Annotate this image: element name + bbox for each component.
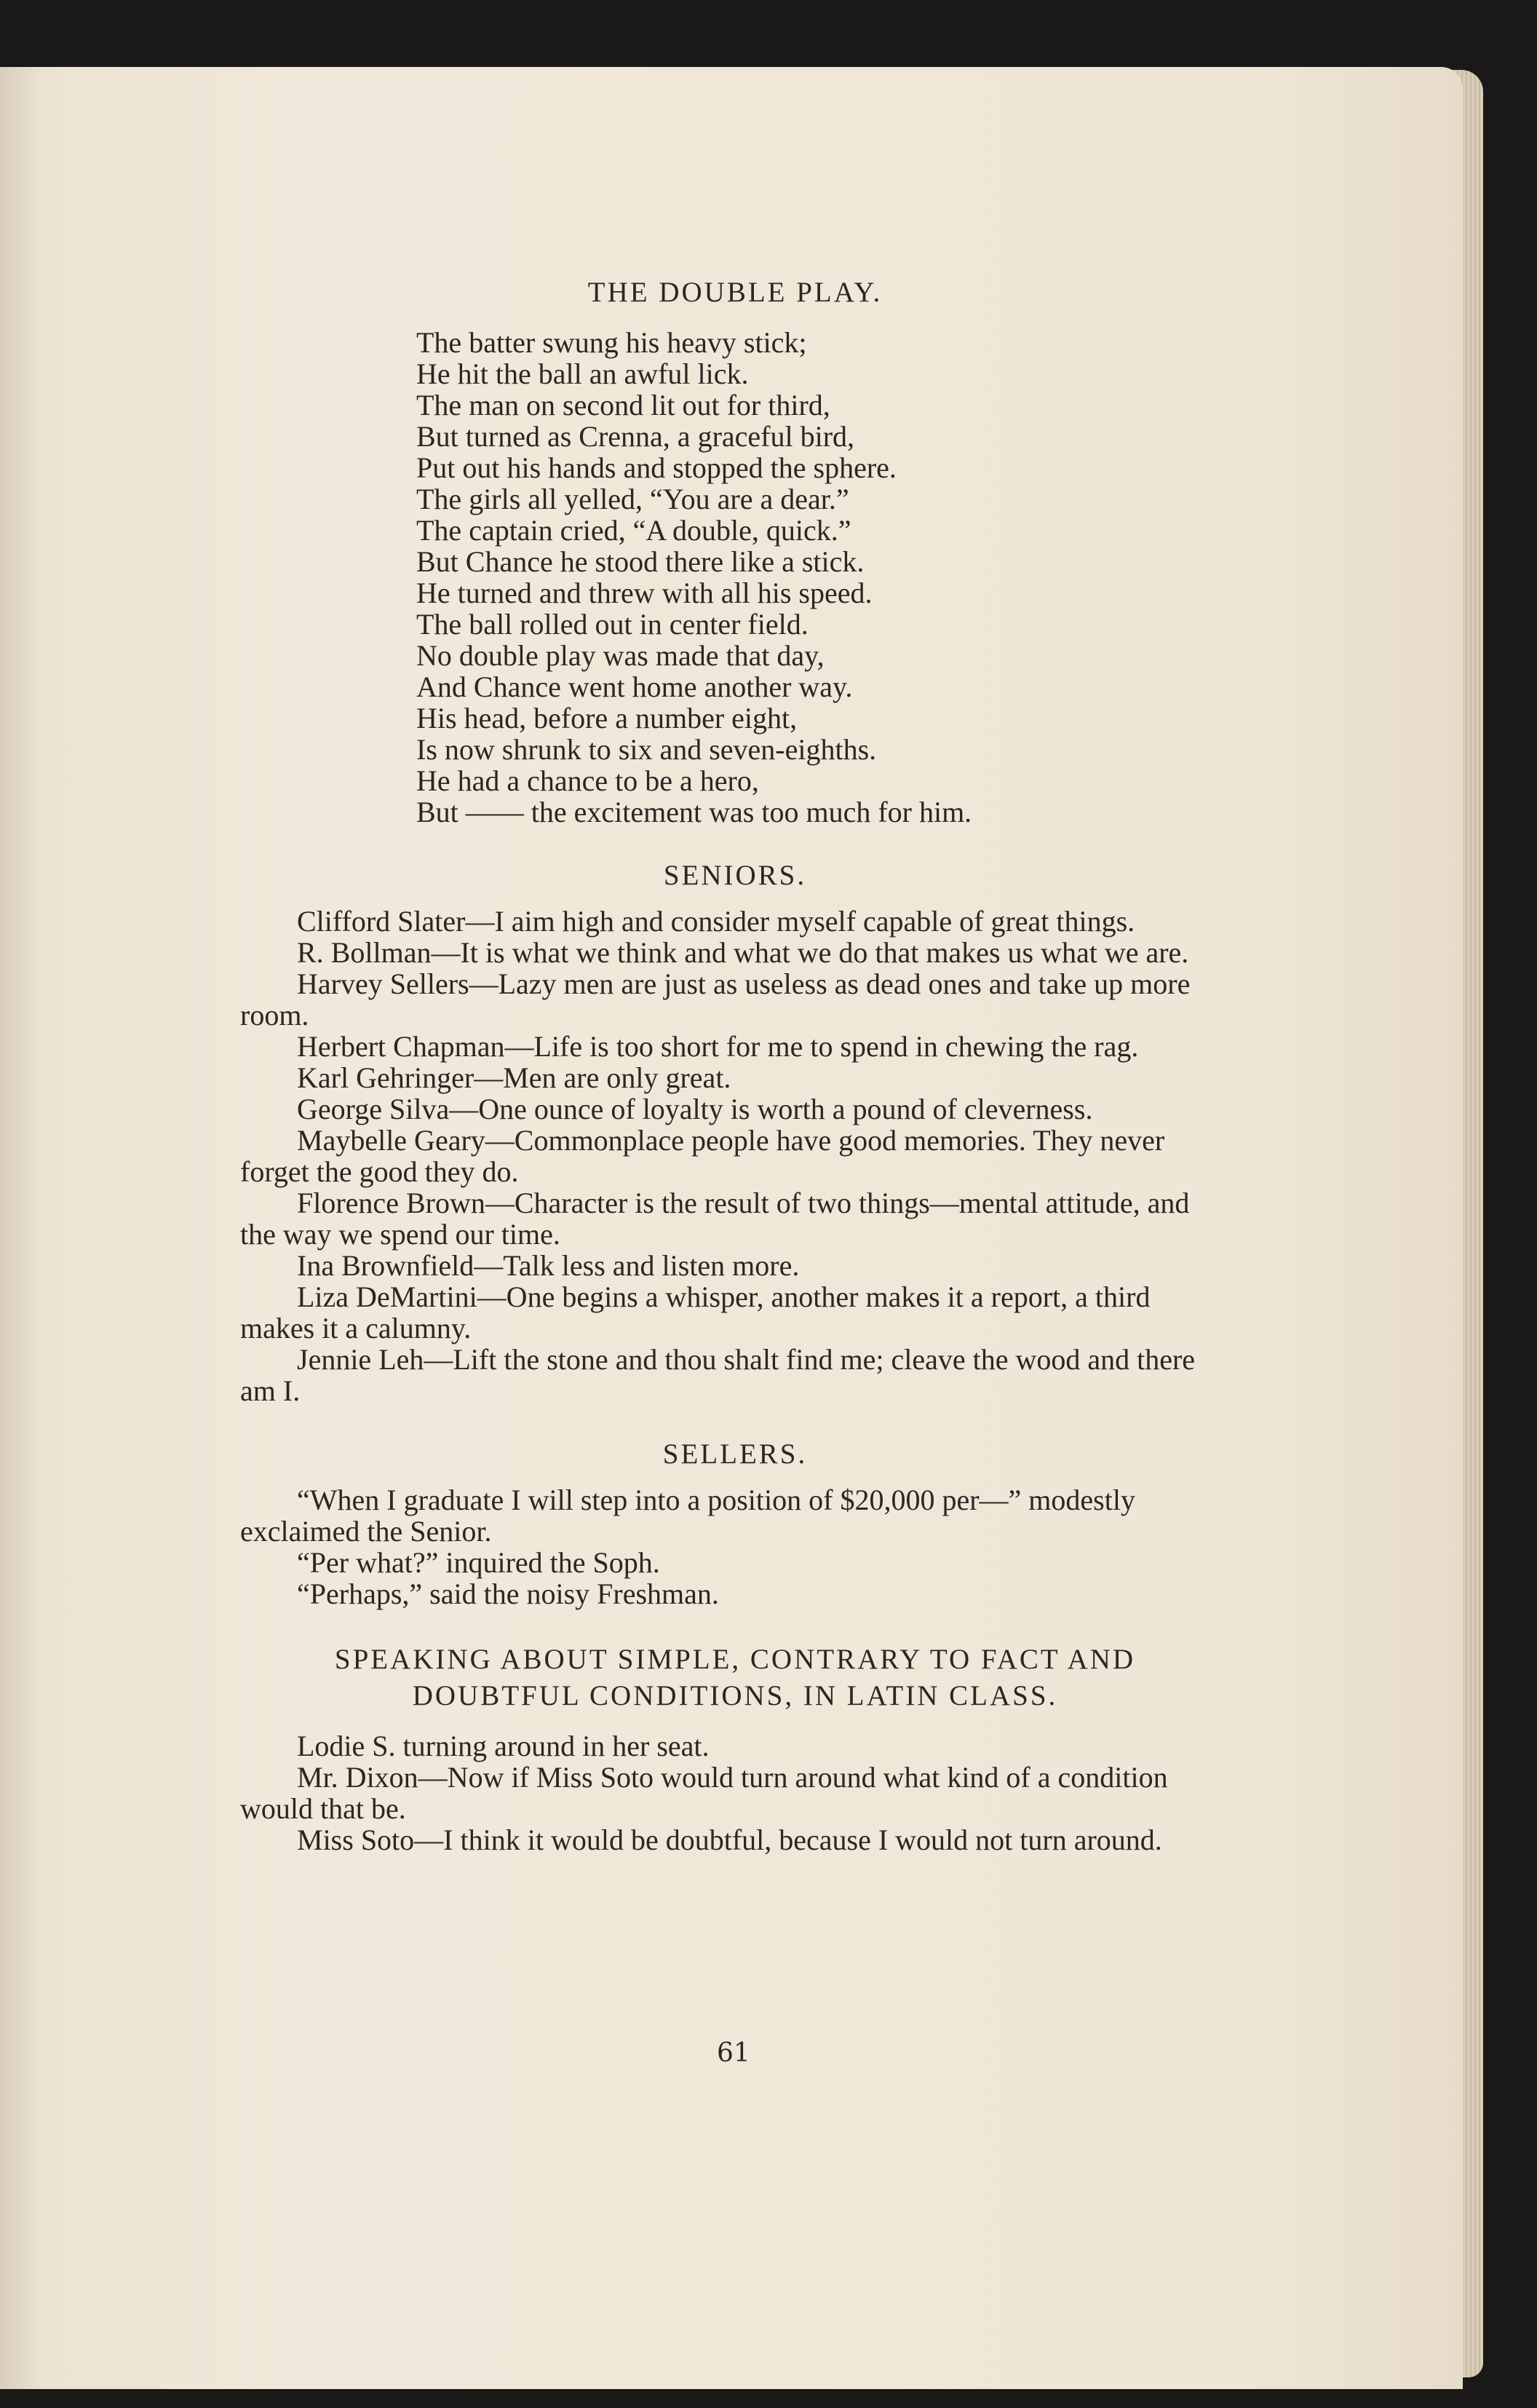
poem-line: The girls all yelled, “You are a dear.” [416, 483, 849, 515]
poem-line: His head, before a number eight, [416, 702, 798, 734]
page-content [240, 277, 1230, 1855]
poem-line: The batter swung his heavy stick; [416, 326, 807, 359]
sellers-paragraph: “Per what?” inquired the Soph. [297, 1546, 660, 1579]
seniors-paragraph: George Silva—One ounce of loyalty is worth a pound of cleverness. [297, 1093, 1093, 1125]
seniors-section [240, 860, 1230, 1406]
seniors-paragraph: Jennie Leh—Lift the stone and thou shalt find me; cleave the wood and there am I. [240, 1343, 1196, 1407]
sellers-section [240, 1438, 1230, 1609]
seniors-paragraph: Liza DeMartini—One begins a whisper, another makes it a report, a third makes it a calumny. [240, 1280, 1151, 1344]
poem-line: The ball rolled out in center field. [416, 608, 809, 641]
latin-title-line: DOUBTFUL CONDITIONS, IN LATIN CLASS. [412, 1680, 1058, 1711]
poem-line: He turned and threw with all his speed. [416, 577, 873, 609]
sellers-paragraph: “Perhaps,” said the noisy Freshman. [297, 1577, 719, 1610]
seniors-title: SENIORS. [663, 860, 807, 891]
seniors-paragraph: Herbert Chapman—Life is too short for me to spend in chewing the rag. [297, 1030, 1139, 1063]
latin-title-line: SPEAKING ABOUT SIMPLE, CONTRARY TO FACT AND [334, 1644, 1136, 1675]
latin-paragraph: Lodie S. turning around in her seat. [297, 1730, 710, 1762]
poem-line: Is now shrunk to six and seven-eighths. [416, 733, 877, 766]
latin-paragraph: Mr. Dixon—Now if Miss Soto would turn around what kind of a condition would that be. [240, 1761, 1168, 1825]
page-number: 61 [717, 2038, 750, 2068]
seniors-paragraph: Maybelle Geary—Commonplace people have good memories. They never forget the good they do. [240, 1124, 1165, 1188]
poem-line: He had a chance to be a hero, [416, 764, 759, 797]
seniors-paragraph: Clifford Slater—I aim high and consider myself capable of great things. [297, 905, 1135, 938]
seniors-paragraph: Karl Gehringer—Men are only great. [297, 1061, 731, 1094]
poem-line: But turned as Crenna, a graceful bird, [416, 420, 855, 453]
poem-line: He hit the ball an awful lick. [416, 357, 749, 390]
poem-line: No double play was made that day, [416, 639, 825, 672]
poem-title: THE DOUBLE PLAY. [587, 277, 883, 308]
sellers-title: SELLERS. [662, 1438, 808, 1470]
poem-line: But —— the excitement was too much for him. [416, 796, 972, 828]
latin-paragraph: Miss Soto—I think it would be doubtful, because I would not turn around. [297, 1823, 1162, 1856]
poem-section [240, 277, 1230, 828]
sellers-paragraph: “When I graduate I will step into a position of $20,000 per—” modestly exclaimed the Senior. [240, 1484, 1135, 1548]
poem-body [416, 327, 1230, 828]
latin-title [240, 1641, 1230, 1714]
seniors-paragraph: Ina Brownfield—Talk less and listen more. [297, 1249, 800, 1282]
latin-section [240, 1641, 1230, 1855]
seniors-paragraph: R. Bollman—It is what we think and what we do that makes us what we are. [297, 936, 1189, 969]
poem-line: The man on second lit out for third, [416, 389, 830, 421]
poem-line: The captain cried, “A double, quick.” [416, 514, 851, 547]
seniors-paragraph: Florence Brown—Character is the result of two things—mental attitude, and the way we spend our time. [240, 1187, 1190, 1251]
poem-line: But Chance he stood there like a stick. [416, 545, 865, 578]
poem-line: And Chance went home another way. [416, 670, 853, 703]
seniors-paragraph: Harvey Sellers—Lazy men are just as useless as dead ones and take up more room. [240, 967, 1191, 1031]
poem-line: Put out his hands and stopped the sphere. [416, 451, 897, 484]
